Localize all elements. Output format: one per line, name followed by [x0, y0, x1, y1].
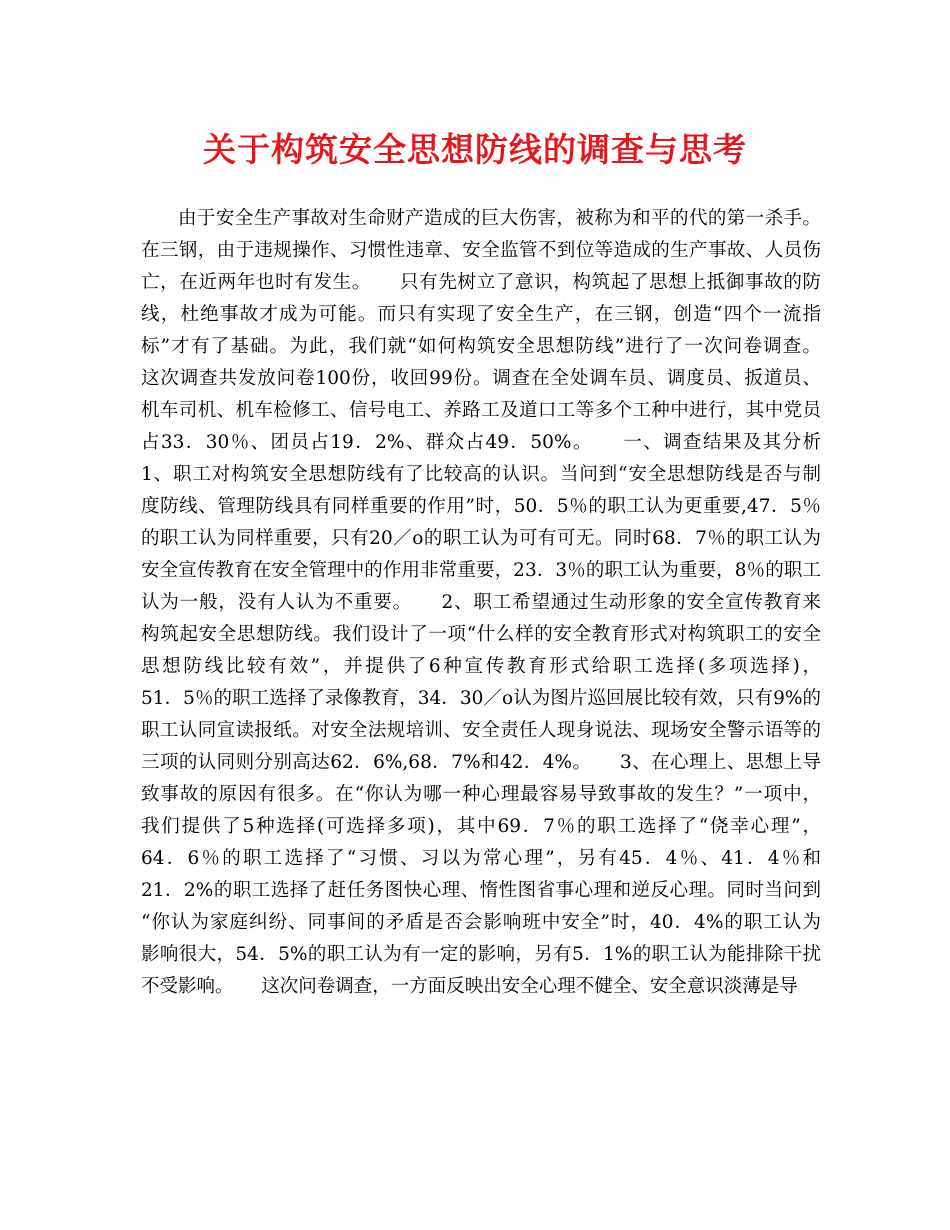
paragraph-line: 51．5％的职工选择了录像教育，34．30／o认为图片巡回展比较有效，只有9%的 [141, 688, 821, 709]
paragraph-line: 线，杜绝事故才成为可能。而只有实现了安全生产，在三钢，创造“四个一流指 [141, 304, 821, 325]
paragraph-line: 影响很大，54．5%的职工认为有一定的影响，另有5．1%的职工认为能排除干扰 [141, 944, 821, 965]
paragraph-line: 致事故的原因有很多。在“你认为哪一种心理最容易导致事故的发生？”一项中， [141, 784, 821, 805]
paragraph-line: 标”才有了基础。为此，我们就“如何构筑安全思想防线”进行了一次问卷调查。 [141, 336, 821, 357]
paragraph-line: 机车司机、机车检修工、信号电工、养路工及道口工等多个工种中进行，其中党员 [141, 400, 821, 421]
paragraph-line: 21．2%的职工选择了赶任务图快心理、惰性图省事心理和逆反心理。同时当问到 [141, 880, 821, 901]
paragraph-line: 认为一般，没有人认为不重要。 2、职工希望通过生动形象的安全宣传教育来 [141, 592, 821, 613]
paragraph-line: “你认为家庭纠纷、同事间的矛盾是否会影响班中安全”时，40．4%的职工认为 [141, 912, 821, 933]
page-title: 关于构筑安全思想防线的调查与思考 [203, 130, 747, 169]
paragraph-line: 64．6％的职工选择了“习惯、习以为常心理”，另有45．4％、41．4％和 [141, 848, 821, 869]
paragraph-line: 思想防线比较有效”，并提供了6种宣传教育形式给职工选择(多项选择)， [141, 656, 821, 677]
paragraph-line: 的职工认为同样重要，只有20／o的职工认为可有可无。同时68．7％的职工认为 [141, 528, 821, 549]
paragraph-line: 占33．30％、团员占19．2%、群众占49．50%。 一、调查结果及其分析 [141, 432, 821, 453]
paragraph-line: 我们提供了5种选择(可选择多项)，其中69．7％的职工选择了“侥幸心理”， [141, 816, 821, 837]
paragraph-line: 在三钢，由于违规操作、习惯性违章、安全监管不到位等造成的生产事故、人员伤 [141, 240, 821, 261]
paragraph-line: 这次调查共发放问卷100份，收回99份。调查在全处调车员、调度员、扳道员、 [141, 368, 821, 389]
document-body [141, 203, 821, 1003]
paragraph-line: 由于安全生产事故对生命财产造成的巨大伤害，被称为和平的代的第一杀手。 [178, 208, 821, 229]
paragraph-line: 度防线、管理防线具有同样重要的作用”时，50．5％的职工认为更重要,47．5％ [141, 496, 821, 517]
paragraph-line: 亡，在近两年也时有发生。 只有先树立了意识，构筑起了思想上抵御事故的防 [141, 272, 821, 293]
paragraph-line: 职工认同宣读报纸。对安全法规培训、安全责任人现身说法、现场安全警示语等的 [141, 720, 821, 741]
paragraph-line: 1、职工对构筑安全思想防线有了比较高的认识。当问到“安全思想防线是否与制 [141, 464, 821, 485]
paragraph-line: 安全宣传教育在安全管理中的作用非常重要，23．3％的职工认为重要，8％的职工 [141, 560, 821, 581]
paragraph-line: 不受影响。 这次问卷调查，一方面反映出安全心理不健全、安全意识淡薄是导 [141, 976, 798, 997]
paragraph-line: 构筑起安全思想防线。我们设计了一项“什么样的安全教育形式对构筑职工的安全 [141, 624, 821, 645]
paragraph-line: 三项的认同则分别高达62．6%,68．7%和42．4%。 3、在心理上、思想上导 [141, 752, 821, 773]
